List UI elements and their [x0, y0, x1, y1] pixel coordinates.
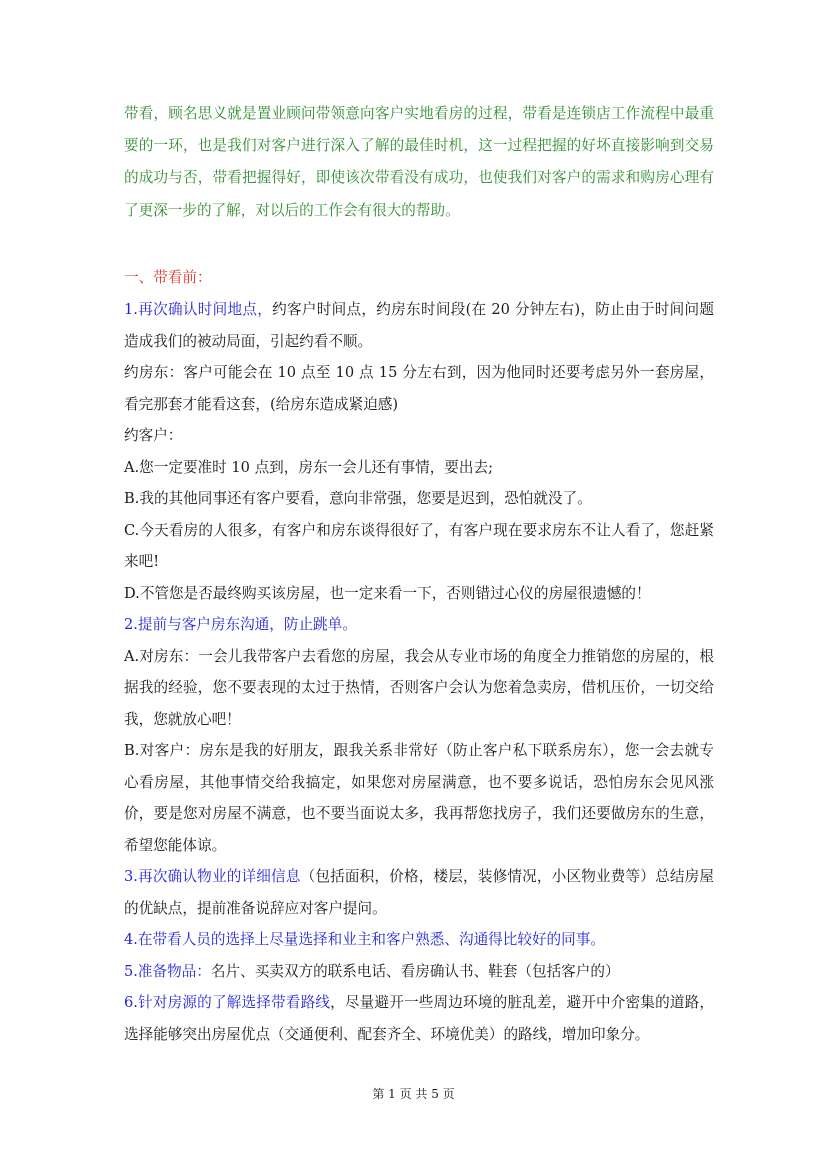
- paragraph-1: [124, 294, 714, 357]
- paragraph-3: 约客户：: [124, 427, 183, 444]
- paragraph-11: [124, 861, 714, 924]
- paragraph-4: A.您一定要准时 10 点到，房东一会儿还有事情，要出去;: [124, 458, 494, 476]
- paragraph-7: D.不管您是否最终购买该房屋，也一定来看一下，否则错过心仪的房屋很遗憾的！: [124, 584, 651, 602]
- paragraph-2: 约房东：客户可能会在 10 点至 10 点 15 分左右到，因为他同时还要考虑另外一套房屋，看完那套才能看这套，(给房东造成紧迫感): [124, 364, 714, 413]
- paragraph-11-text: （包括面积，价格，楼层，装修情况，小区物业费等）总结房屋的优缺点，提前准备说辞应对客户提问。: [124, 868, 714, 917]
- paragraph-1-heading: 1.再次确认时间地点，: [124, 301, 273, 318]
- paragraph-11-heading: 3.再次确认物业的详细信息: [124, 868, 301, 885]
- section-heading: 一、带看前：: [124, 269, 212, 286]
- paragraph-13-text: 名片、买卖双方的联系电话、看房确认书、鞋套（包括客户的）: [210, 962, 620, 980]
- page-footer: 第 1 页 共 5 页: [372, 1087, 455, 1101]
- paragraph-8: 2.提前与客户房东沟通，防止跳单。: [124, 616, 357, 633]
- paragraph-13-heading: 5.准备物品：: [124, 962, 211, 980]
- paragraph-13: [124, 956, 714, 988]
- body-text: [124, 294, 714, 1050]
- paragraph-1-text: 约客户时间点，约房东时间段(在 20 分钟左右)，防止由于时间问题造成我们的被动局面，引起约看不顺。: [124, 301, 714, 350]
- paragraph-14-heading: 6.针对房源的了解选择带看路线: [124, 994, 331, 1011]
- paragraph-9: A.对房东：一会儿我带客户去看您的房屋，我会从专业市场的角度全力推销您的房屋的，根据我的经验，您不要表现的太过于热情，否则客户会认为您着急卖房，借机压价，一切交给我，您就放心吧！: [124, 647, 714, 728]
- paragraph-10: B.对客户：房东是我的好朋友，跟我关系非常好（防止客户私下联系房东），您一会去就专心看房屋，其他事情交给我搞定，如果您对房屋满意，也不要多说话，恐怕房东会见风涨价，要是您对房屋不满意，也不要当面说太多，我再帮您找房子，我们还要做房东的生意，希望您能体谅。: [124, 742, 714, 854]
- paragraph-12: 4.在带看人员的选择上尽量选择和业主和客户熟悉、沟通得比较好的同事。: [124, 931, 605, 948]
- paragraph-14: [124, 987, 714, 1050]
- intro-paragraph: 带看，顾名思义就是置业顾问带领意向客户实地看房的过程，带看是连锁店工作流程中最重要的一环，也是我们对客户进行深入了解的最佳时机，这一过程把握的好坏直接影响到交易的成功与否，带看把握得好，即使该次带看没有成功，也使我们对客户的需求和购房心理有了更深一步的了解，对以后的工作会有很大的帮助。: [124, 105, 714, 219]
- paragraph-5: B.我的其他同事还有客户要看，意向非常强，您要是迟到，恐怕就没了。: [124, 490, 592, 507]
- paragraph-6: C.今天看房的人很多，有客户和房东谈得很好了，有客户现在要求房东不让人看了，您赶紧来吧!: [124, 521, 714, 570]
- paragraph-14-text: ，尽量避开一些周边环境的脏乱差，避开中介密集的道路，选择能够突出房屋优点（交通便利、配套齐全、环境优美）的路线，增加印象分。: [124, 994, 714, 1043]
